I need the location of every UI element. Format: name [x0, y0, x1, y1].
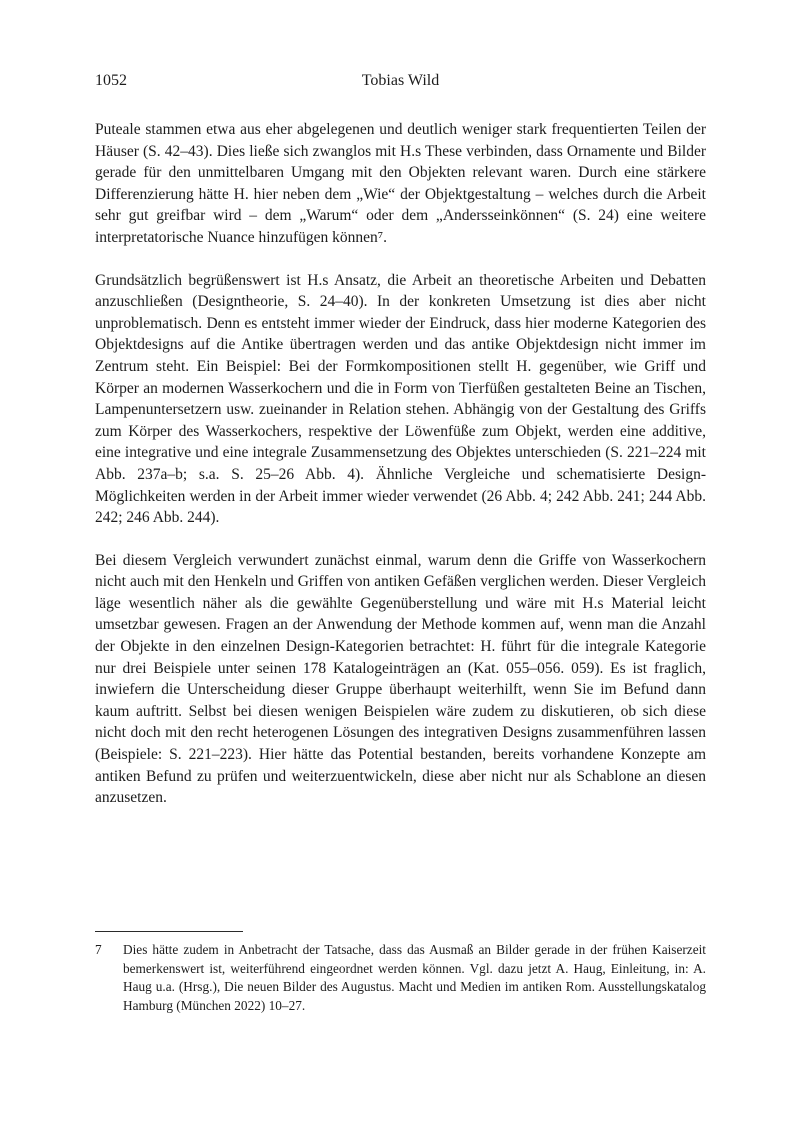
footnote-marker: 7 [95, 942, 102, 957]
page-number: 1052 [95, 72, 127, 89]
footnote-area [95, 931, 706, 1016]
paragraph-3: Bei diesem Vergleich verwundert zunächst einmal, warum denn die Griffe von Wasserkochern nicht auch mit den Henkeln und Griffen von antiken Gefäßen verglichen werden. Dieser Vergleich läge wesentlich näher als die gewählte Gegenüberstellung und wäre mit H.s Material leicht umsetzbar gewesen. Fragen an der Anwendung der Methode kommen auf, wenn man die Anzahl der Objekte in den einzelnen Design-Kategorien betrachtet: H. führt für die integrale Kategorie nur drei Beispiele unter seinen 178 Katalogeinträgen an (Kat. 055–056. 059). Es ist fraglich, inwiefern die Unterscheidung dieser Gruppe überhaupt weiterhilft, wenn Sie im Befund dann kaum auftritt. Selbst bei diesen wenigen Beispielen wäre zudem zu diskutieren, ob sich diese nicht doch mit den recht heterogenen Lösungen des integrativen Designs zusammenführen lassen (Beispiele: S. 221–223). Hier hätte das Potential bestanden, bereits vorhandene Konzepte am antiken Befund zu prüfen und weiterzuentwickeln, diese aber nicht nur als Schablone an diesen anzusetzen. [95, 551, 706, 807]
footnote-separator-rule [95, 931, 243, 932]
footnote-text: Dies hätte zudem in Anbetracht der Tatsache, dass das Ausmaß an Bilder gerade in der frühen Kaiserzeit bemerkenswert ist, weiterführend eingeordnet werden können. Vgl. dazu jetzt A. Haug, Einleitung, in: A. Haug u.a. (Hrsg.), Die neuen Bilder des Augustus. Macht und Medien im antiken Rom. Ausstellungskatalog Hamburg (München 2022) 10–27. [123, 942, 706, 1014]
paragraph-1: Puteale stammen etwa aus eher abgelegenen und deutlich weniger stark frequentierten Teilen der Häuser (S. 42–43). Dies ließe sich zwanglos mit H.s These verbinden, dass Ornamente und Bilder gerade für den unmittelbaren Umgang mit den Objekten relevant waren. Durch eine stärkere Differenzierung hätte H. hier neben dem „Wie“ der Objektgestaltung – welches durch die Arbeit sehr gut greifbar wird – dem „Warum“ oder dem „Andersseinkönnen“ (S. 24) eine weitere interpretatorische Nuance hinzufügen können⁷. [95, 121, 706, 246]
running-head-author: Tobias Wild [361, 72, 440, 89]
footnote [95, 941, 706, 1016]
page-header [95, 72, 706, 94]
body-text [95, 119, 706, 809]
paragraph-2: Grundsätzlich begrüßenswert ist H.s Ansatz, die Arbeit an theoretische Arbeiten und Debatten anzuschließen (Designtheorie, S. 24–40). In der konkreten Umsetzung ist dies aber nicht unproblematisch. Denn es entsteht immer wieder der Eindruck, dass hier moderne Kategorien des Objektdesigns auf die Antike übertragen werden und das antike Objektdesign nicht immer im Zentrum steht. Ein Beispiel: Bei der Formkompositionen stellt H. gegenüber, wie Griff und Körper an modernen Wasserkochern und die in Form von Tierfüßen gestalteten Beine an Tischen, Lampenuntersetzern usw. zueinander in Relation stehen. Abhängig von der Gestaltung des Griffs zum Körper des Wasserkochers, respektive der Löwenfüße zum Objekt, werden eine additive, eine integrative und eine integrale Zusammensetzung des Objektes unterschieden (S. 221–224 mit Abb. 237a–b; s.a. S. 25–26 Abb. 4). Ähnliche Vergleiche und schematisierte Design-Möglichkeiten werden in der Arbeit immer wieder verwendet (26 Abb. 4; 242 Abb. 241; 244 Abb. 242; 246 Abb. 244). [95, 271, 706, 527]
